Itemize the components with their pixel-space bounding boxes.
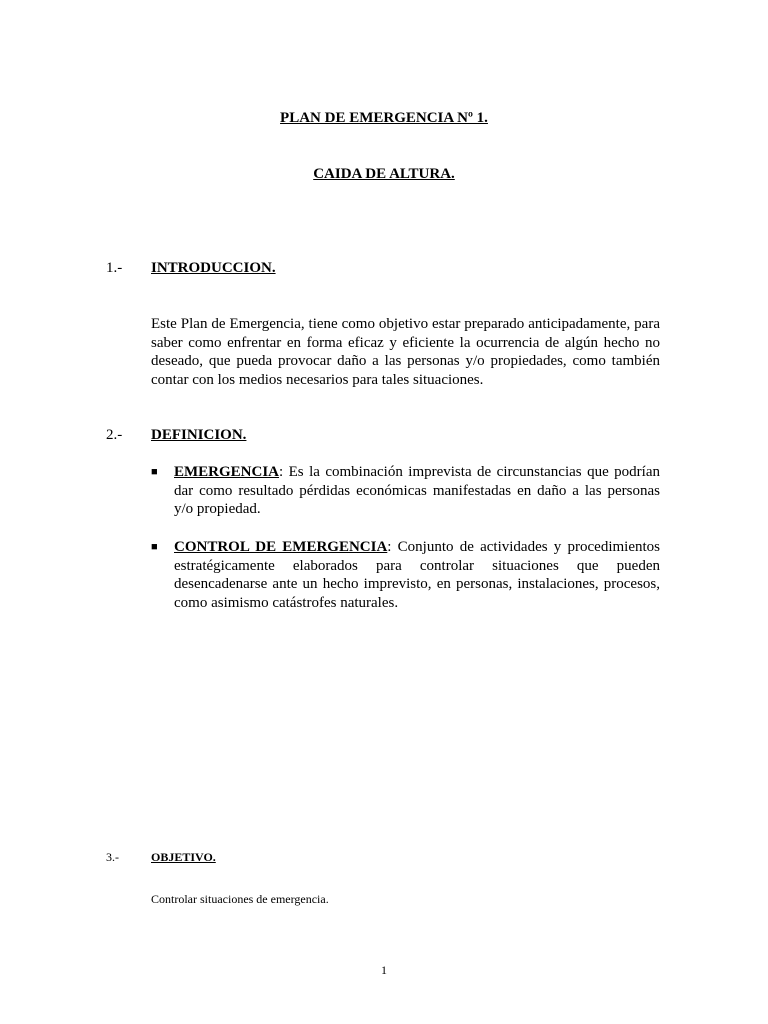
document-subtitle: CAIDA DE ALTURA. [313, 166, 455, 182]
introduction-paragraph: Este Plan de Emergencia, tiene como objetivo estar preparado anticipadamente, para saber como enfrentar en forma eficaz y eficiente la ocurrencia de algún hecho no deseado, que pueda provocar daño a las personas y/o propiedades, como también contar con los medios necesarios para tales situaciones. [151, 316, 660, 388]
definition-description: : Conjunto de actividades y procedimientos estratégicamente elaborados para controlar situaciones que pueden desencadenarse ante un hecho imprevisto, en personas, instalaciones, procesos, como asimismo catástrofes naturales. [174, 539, 660, 611]
section-heading-objetivo: OBJETIVO. [151, 850, 216, 864]
section-number: 2.- [106, 427, 123, 443]
definition-text [174, 538, 660, 612]
section-number: 1.- [106, 260, 123, 276]
document-title: PLAN DE EMERGENCIA Nº 1. [280, 110, 488, 126]
definition-description: : Es la combinación imprevista de circunstancias que podrían dar como resultado pérdidas económicas manifestadas en daño a las personas y/o propiedad. [174, 464, 660, 517]
square-bullet-icon: ■ [151, 541, 158, 553]
section-heading-introduccion: INTRODUCCION. [151, 260, 276, 276]
square-bullet-icon: ■ [151, 466, 158, 478]
section-number: 3.- [106, 850, 119, 864]
section-heading-definicion: DEFINICION. [151, 427, 247, 443]
definition-text [174, 463, 660, 519]
definition-item-emergencia [151, 463, 660, 519]
definition-term: EMERGENCIA [174, 464, 280, 480]
definition-term: CONTROL DE EMERGENCIA [174, 539, 388, 555]
page-number: 1 [381, 963, 387, 977]
objective-paragraph: Controlar situaciones de emergencia. [151, 892, 329, 906]
definition-item-control-de-emergencia [151, 538, 660, 612]
